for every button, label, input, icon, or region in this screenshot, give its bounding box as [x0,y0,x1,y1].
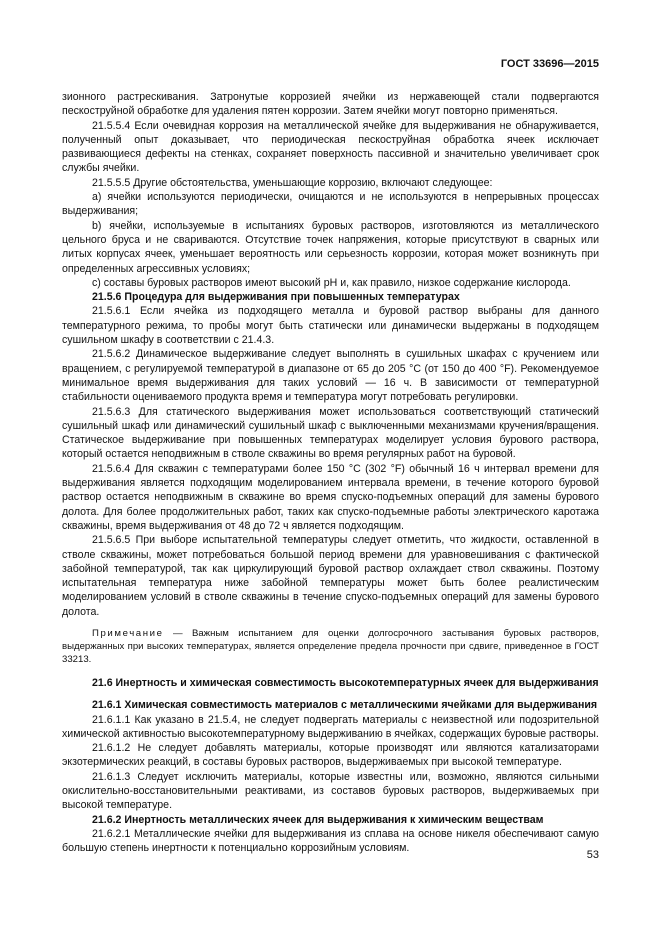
document-id: ГОСТ 33696—2015 [500,58,599,70]
paragraph: 21.6.1.2 Не следует добавлять материалы, которые производят или являются катализаторами экзотермических реакций, в составы буровых растворов, выдерживаемых при высокой температуре. [62,742,599,769]
paragraph: 21.5.5.5 Другие обстоятельства, уменьшающие коррозию, включают следующее: [92,176,493,189]
note [62,627,599,666]
paragraph: 21.5.5.4 Если очевидная коррозия на металлической ячейке для выдерживания не обнаруживается, полученный опыт доказывает, что периодическая пескоструйная обработка ячеек исключает развивающиеся дефекты на стенках, сохраняет поверхность пассивной и значительно увеличивает срок службы ячейки. [62,119,599,175]
subsection-title: 21.6.2 Инертность металлических ячеек для выдерживания к химическим веществам [92,813,544,826]
document-body [62,90,599,856]
list-item: с) составы буровых растворов имеют высокий рН и, как правило, низкое содержание кислорода. [92,276,571,289]
note-text: — Важным испытанием для оценки долгосрочного застывания буровых растворов, выдержанных при высоких температурах, является определение предела прочности при сдвиге, приведенное в ГОСТ 33213. [62,627,599,665]
list-item: b) ячейки, используемые в испытаниях буровых растворов, изготовляются из металлического цельного бруса и не свариваются. Отсутствие точек напряжения, которые присутствуют в сварных или литых корпусах ячеек, уменьшает вероятность или серьезность коррозии, которая может возникнуть при определенных агрессивных условиях; [62,219,599,275]
list-item: а) ячейки используются периодически, очищаются и не используются в непрерывных процессах выдерживания; [62,191,599,218]
subsection-title: 21.6.1 Химическая совместимость материалов с металлическими ячейками для выдерживания [92,699,598,712]
section-heading: 21.5.6 Процедура для выдерживания при повышенных температурах [92,291,460,304]
paragraph: 21.5.6.5 При выборе испытательной температуры следует отметить, что жидкости, оставленной в стволе скважины, может потребоваться большой период времени для уравновешивания с фактической забойной температурой, так как циркулирующий буровой раствор охлаждает ствол скважины. Поэтому испытательная температура ниже забойной температуры может быть более реалистическим моделированием условий в стволе скважины в течение спуско-подъемных операций для замены бурового долота. [62,534,599,618]
page-number: 53 [586,849,599,861]
paragraph: 21.6.2.1 Металлические ячейки для выдерживания из сплава на основе никеля обеспечивают самую большую степень инертности к потенциально коррозийным условиям. [62,827,599,855]
section-title: 21.6 Инертность и химическая совместимость высокотемпературных ячеек для выдерживания [92,676,599,689]
paragraph: 21.5.6.4 Для скважин с температурами более 150 °С (302 °F) обычный 16 ч интервал времени для выдерживания является подходящим моделированием интервала времени, в течение которого буровой раствор остается неподвижным в скважине во время спуско-подъемных операций для замены бурового долота. Для более продолжительных работ, таких как спуско-подъемные работы электрического каротажа скважины, время выдерживания от 48 до 72 ч является подходящим. [62,462,599,532]
paragraph: 21.6.1.1 Как указано в 21.5.4, не следует подвергать материалы с неизвестной или подозрительной химической активностью высокотемпературному выдерживанию в ячейках, содержащих буровые растворы. [62,713,599,740]
paragraph: 21.5.6.2 Динамическое выдерживание следует выполнять в сушильных шкафах с кручением или вращением, с регулируемой температурой в диапазоне от 65 до 205 °С (от 150 до 400 °F). Рекомендуемое минимальное время выдерживания для таких условий — 16 ч. В зависимости от температурной стабильности оцениваемого продукта время и температура могут потребовать регулировки. [62,348,599,404]
paragraph: зионного растрескивания. Затронутые коррозией ячейки из нержавеющей стали подвергаются пескоструйной обработке для удаления пятен коррозии. Затем ячейки могут повторно применяться. [62,91,599,118]
note-label: Примечание [92,627,164,639]
paragraph: 21.6.1.3 Следует исключить материалы, которые известны или, возможно, являются сильными окислительно-восстановительными реактивами, из составов буровых растворов, выдерживаемых при высокой температуре. [62,770,599,812]
paragraph: 21.5.6.3 Для статического выдерживания может использоваться соответствующий статический сушильный шкаф или динамический сушильный шкаф с выключенными механизмами кручения/вращения. Статическое выдерживание при повышенных температурах моделирует условия бурового раствора, который остается неподвижным в стволе скважины во время регулярных работ на буровой. [62,405,599,461]
paragraph: 21.5.6.1 Если ячейка из подходящего металла и буровой раствор выбраны для данного температурного режима, то пробы могут быть статически или динамически выдержаны в подходящем сушильном шкафу в соответствии с 21.4.3. [62,305,599,347]
